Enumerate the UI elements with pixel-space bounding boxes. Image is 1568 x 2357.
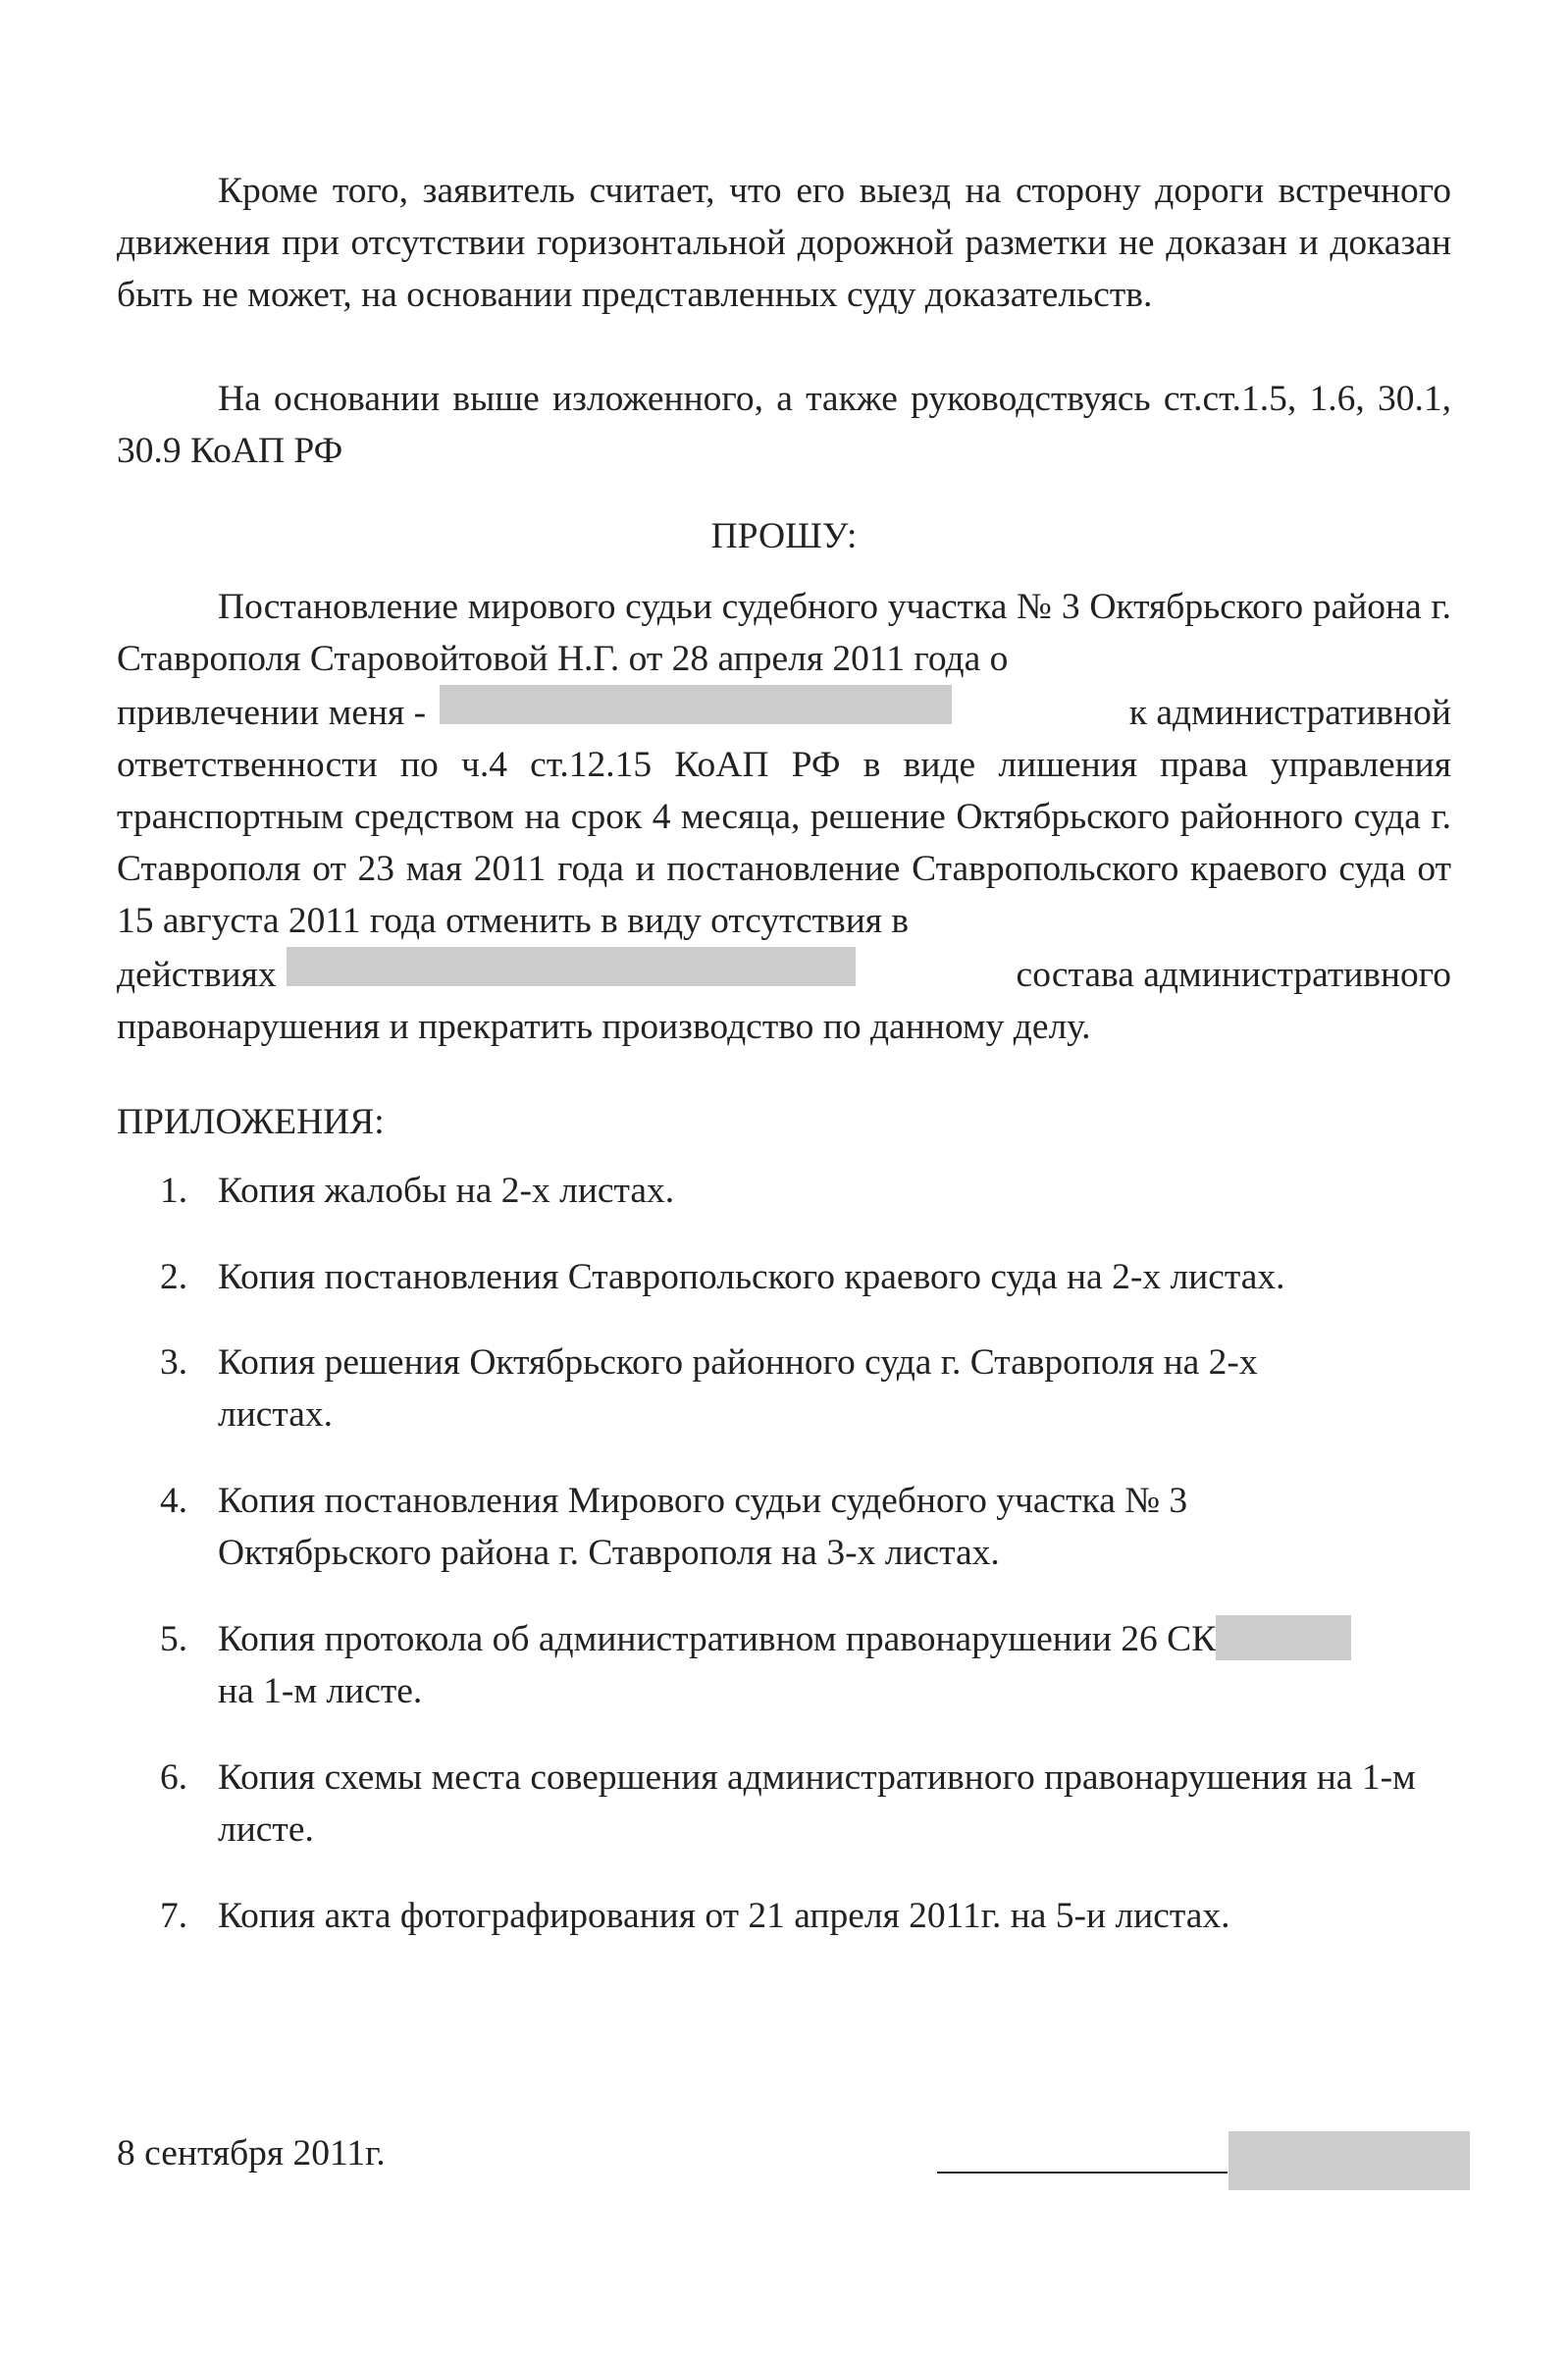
request-line-3-end: к административной	[1128, 693, 1451, 733]
list-item-text: Копия решения Октябрьского районного суда г. Ставрополя на 2-х листах.	[218, 1342, 1258, 1435]
request-line-3-start: привлечении меня -	[117, 693, 427, 733]
redacted-name-block	[440, 685, 952, 724]
list-item	[160, 1251, 1455, 1303]
list-item-text: Копия протокола об административном правонарушении 26 СК	[218, 1619, 1217, 1659]
list-item	[160, 1475, 1318, 1579]
attachments-title: ПРИЛОЖЕНИЯ:	[117, 1102, 385, 1142]
list-item-text: Копия акта фотографирования от 21 апреля 2011г. на 5-и листах.	[218, 1896, 1230, 1936]
list-item-number: 3.	[160, 1342, 188, 1383]
list-item-number: 2.	[160, 1257, 188, 1297]
list-item	[160, 1165, 1455, 1217]
request-line-9: правонарушения и прекратить производство по данному делу.	[117, 1007, 1091, 1047]
list-item-text-continued: на 1-м листе.	[218, 1671, 423, 1711]
list-item-text: Копия постановления Ставропольского краевого суда на 2-х листах.	[218, 1257, 1285, 1297]
request-line-1: Постановление мирового судьи судебного участка № 3 Октябрьского района г. Ставрополя Старовойтовой Н.Г. от 28 апреля 2011 года о	[117, 587, 1451, 679]
list-item-number: 5.	[160, 1619, 188, 1659]
request-paragraph	[117, 581, 1451, 1053]
list-item-text: Копия схемы места совершения административного правонарушения на 1-м листе.	[218, 1757, 1416, 1850]
list-item	[160, 1752, 1455, 1856]
list-item-number: 7.	[160, 1896, 188, 1936]
list-item	[160, 1336, 1377, 1440]
list-item-text: Копия постановления Мирового судьи судебного участка № 3 Октябрьского района г. Ставрополя на 3-х листах.	[218, 1481, 1188, 1573]
redacted-signature-name	[1228, 2131, 1470, 2190]
request-line-8	[117, 947, 1451, 1001]
redacted-protocol-number	[1216, 1615, 1351, 1660]
list-item-text: Копия жалобы на 2-х листах.	[218, 1171, 675, 1211]
list-item-number: 6.	[160, 1757, 188, 1798]
list-item	[160, 1613, 1455, 1717]
redacted-name-block-2	[287, 947, 856, 986]
signature-line	[937, 2172, 1228, 2174]
list-item-number: 4.	[160, 1481, 188, 1521]
list-item-number: 1.	[160, 1171, 188, 1211]
paragraph-claim: Кроме того, заявитель считает, что его выезд на сторону дороги встречного движения при отсутствии горизонтальной дорожной разметки не доказан и доказан быть не может, на основании представленных суду доказательств.	[117, 171, 1451, 315]
list-item	[160, 1890, 1455, 1942]
request-line-4: ответственности по ч.4 ст.12.15 КоАП РФ в виде лишения права управления транспортным средством на срок 4 месяца, решение Октябрьского районного суда г. Ставрополя от 23 мая 2011 года и постановление Ставропольского краевого суда от 15 августа 2011 года отменить в виду отсутствия в	[117, 745, 1451, 941]
request-line-3	[117, 685, 1451, 739]
request-heading: ПРОШУ:	[710, 516, 858, 556]
paragraph-grounds: На основании выше изложенного, а также руководствуясь ст.ст.1.5, 1.6, 30.1, 30.9 КоАП РФ	[117, 379, 1451, 471]
request-line-8-start: действиях	[117, 955, 277, 995]
request-line-8-end: состава административного	[1016, 955, 1451, 995]
document-date: 8 сентября 2011г.	[117, 2133, 386, 2174]
